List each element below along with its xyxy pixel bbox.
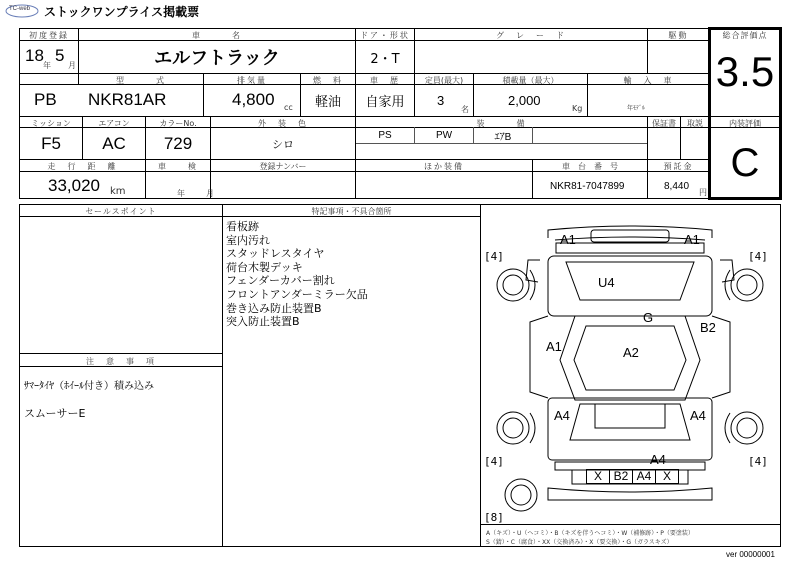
- logo: TC-web: [4, 2, 40, 20]
- first-reg-month: 5: [55, 46, 65, 65]
- label-fuel: 燃 料: [313, 76, 343, 85]
- label-deposit: 預託金: [663, 162, 694, 171]
- label-manual: 取説: [687, 119, 703, 128]
- color-no-value: 729: [163, 133, 193, 153]
- unit-km: km: [110, 186, 126, 197]
- label-mileage: 走 行 距 離: [47, 162, 118, 171]
- label-sales-point: セールスポイント: [85, 207, 157, 216]
- note-item: スムーサーE: [24, 407, 86, 420]
- label-load: 積載量（最大）: [502, 76, 559, 85]
- unit-person: 名: [461, 105, 469, 114]
- label-drive: 駆動: [668, 31, 689, 40]
- label-capacity: 定員(最大): [424, 76, 464, 85]
- unit-kg: Kg: [572, 104, 583, 113]
- label-import: 輸 入 車: [623, 76, 674, 85]
- label-mission: ミッション: [31, 119, 71, 128]
- model-value: NKR81AR: [88, 90, 167, 109]
- damage-mark: A4: [650, 452, 666, 467]
- rear-mark-box: A4: [632, 469, 656, 484]
- label-inspection: 車 検: [158, 162, 198, 171]
- label-warranty: 保証書: [652, 119, 676, 128]
- capacity-value: 3: [437, 93, 445, 108]
- damage-mark: A1: [560, 232, 576, 247]
- deposit-value: 8,440: [664, 181, 690, 192]
- label-notes: 注 意 事 項: [86, 357, 156, 366]
- damage-mark: A2: [623, 345, 639, 360]
- label-usage: 車 歴: [370, 76, 400, 85]
- remark-item: 室内汚れ: [226, 233, 270, 247]
- label-aircon: エアコン: [98, 119, 130, 128]
- equip-ps: PS: [378, 130, 392, 141]
- remark-item: スタッドレスタイヤ: [226, 247, 325, 261]
- label-first-registration: 初度登録: [29, 31, 69, 40]
- equip-pw: PW: [435, 130, 453, 141]
- unit-yen: 円: [699, 188, 707, 197]
- version-label: ver 00000001: [726, 550, 775, 559]
- damage-mark: B2: [700, 320, 716, 335]
- label-grade: グ レ ー ド: [496, 31, 566, 40]
- rear-mark-box: B2: [609, 469, 633, 484]
- damage-mark: A1: [684, 232, 700, 247]
- diagram-bracket: [4]: [748, 250, 768, 263]
- label-remarks: 特記事項・不具合箇所: [311, 207, 392, 216]
- rear-mark-box: X: [655, 469, 679, 484]
- label-other-equipment: ほか装備: [424, 162, 464, 171]
- fuel-value: 軽油: [314, 95, 341, 110]
- remark-item: フロントアンダーミラー欠品: [226, 287, 368, 301]
- damage-legend-line: S（錆）・C（腐食）・XX（交換済み）・X（要交換）・G（ガラスキズ）: [486, 539, 673, 546]
- displacement-value: 4,800: [232, 90, 275, 109]
- mission-value: F5: [41, 133, 61, 153]
- label-model: 型 式: [116, 76, 166, 85]
- damage-legend-line: A（キズ）・U（ヘコミ）・B（キズを伴うヘコミ）・W（補修跡）・P（要塗装）: [486, 530, 694, 537]
- remark-item: 巻き込み防止装置B: [226, 301, 322, 315]
- unit-month: 月: [68, 61, 76, 70]
- label-displacement: 排気量: [237, 76, 267, 85]
- label-plate: 登録ナンバー: [259, 162, 307, 171]
- remark-item: フェンダーカバー割れ: [226, 274, 335, 288]
- diagram-bracket: [4]: [484, 455, 504, 468]
- label-chassis: 車 台 番 号: [562, 162, 618, 171]
- page-title: ストックワンプライス掲載票: [44, 5, 200, 19]
- damage-mark: U4: [598, 275, 615, 290]
- car-name-value: エルフトラック: [154, 48, 280, 69]
- damage-mark: A4: [690, 408, 706, 423]
- chassis-number: NKR81-7047899: [550, 181, 625, 192]
- interior-score: C: [730, 140, 760, 185]
- inspection-month-unit: 月: [206, 189, 214, 198]
- equip-airbag: ｴｱB: [494, 132, 512, 143]
- diagram-bracket: [4]: [748, 455, 768, 468]
- first-reg-year: 18: [25, 46, 44, 65]
- label-doors: ドア・形状: [360, 31, 410, 40]
- usage-value: 自家用: [365, 95, 405, 110]
- unit-year: 年: [43, 61, 51, 70]
- inspection-year-unit: 年: [177, 189, 185, 198]
- label-exterior: 外 装 色: [258, 119, 308, 128]
- aircon-value: AC: [102, 133, 126, 153]
- unit-cc: cc: [284, 103, 293, 112]
- overall-score: 3.5: [715, 48, 775, 95]
- diagram-bracket: [4]: [484, 250, 504, 263]
- note-item: ｻﾏｰﾀｲﾔ（ﾎｲｰﾙ付き）積み込み: [24, 381, 154, 392]
- model-prefix: PB: [34, 90, 57, 109]
- exterior-value: シロ: [272, 137, 294, 151]
- label-car-name: 車 名: [192, 31, 242, 40]
- label-score: 総合評価点: [722, 31, 768, 40]
- label-interior-score: 内装評価: [729, 119, 761, 128]
- damage-mark: G: [643, 310, 654, 325]
- label-color-no: カラーNo.: [159, 119, 197, 128]
- remark-item: 看板跡: [226, 220, 259, 233]
- mileage-value: 33,020: [48, 176, 100, 195]
- remark-item: 荷台木製デッキ: [226, 260, 303, 274]
- diagram-bracket: [8]: [484, 511, 504, 524]
- label-equipment: 装 備: [476, 119, 527, 128]
- rear-mark-box: X: [586, 469, 610, 484]
- remark-item: 突入防止装置B: [226, 315, 300, 329]
- doors-value: 2・T: [370, 51, 400, 67]
- damage-mark: A1: [546, 339, 562, 354]
- load-value: 2,000: [508, 93, 541, 108]
- damage-mark: A4: [554, 408, 570, 423]
- unit-model-year: 年ﾓﾃﾞﾙ: [627, 105, 646, 112]
